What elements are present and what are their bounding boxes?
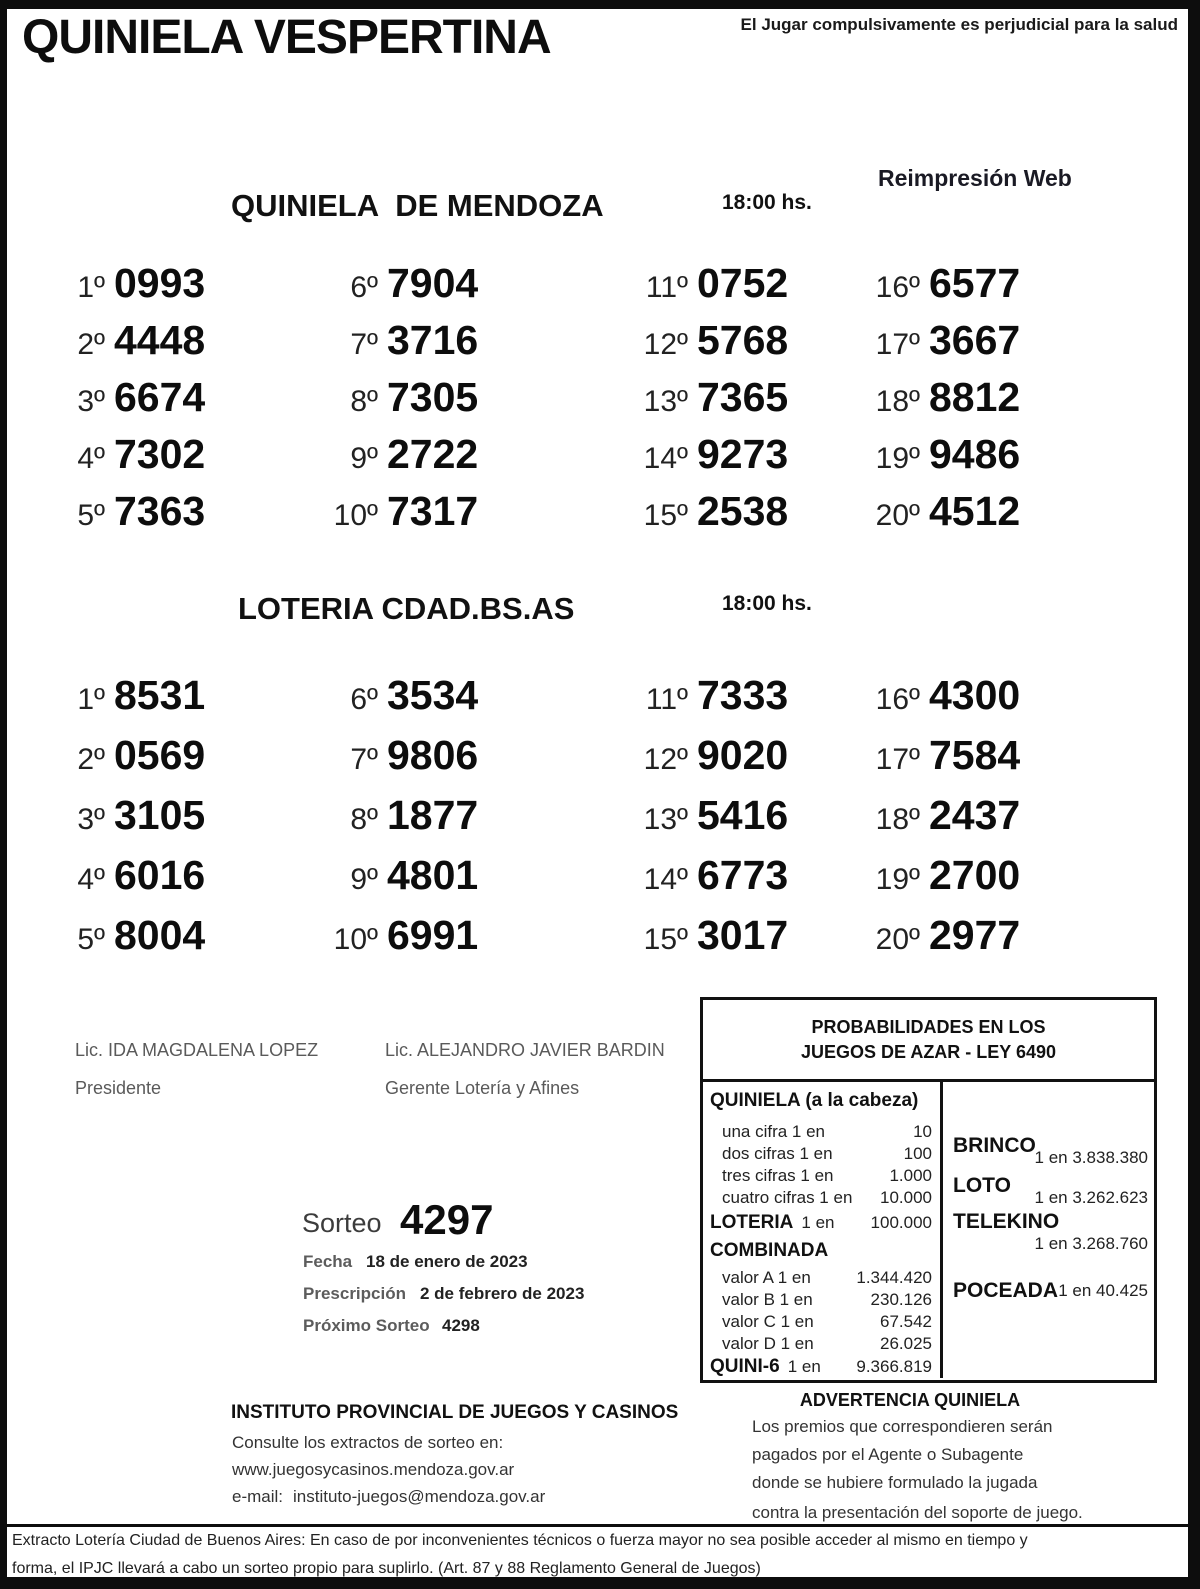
result-number: 2437 <box>929 792 1021 838</box>
odds-label: valor A 1 en <box>722 1268 811 1287</box>
prescription-label: Prescripción <box>303 1284 406 1303</box>
odds-value: 9.366.819 <box>856 1357 932 1376</box>
result-number: 2977 <box>929 912 1021 958</box>
result-position: 13º <box>643 803 688 836</box>
result-number: 4801 <box>387 852 479 898</box>
game-name: POCEADA <box>953 1279 1059 1302</box>
loteria-results-grid <box>0 672 1200 972</box>
result-position: 9º <box>350 863 378 896</box>
signatory-name: Lic. ALEJANDRO JAVIER BARDIN <box>385 1040 665 1060</box>
result-number: 3667 <box>929 317 1021 363</box>
result-number: 8004 <box>114 912 206 958</box>
result-cell <box>23 488 205 535</box>
result-number: 7584 <box>929 732 1021 778</box>
odds-label: valor C 1 en <box>722 1312 814 1331</box>
game-odds: 1 en 40.425 <box>1058 1281 1148 1300</box>
email-label: e-mail: <box>232 1487 284 1506</box>
results-row <box>0 431 1200 488</box>
result-cell <box>296 431 478 478</box>
signatory-name: Lic. IDA MAGDALENA LOPEZ <box>75 1040 319 1060</box>
result-cell <box>606 732 788 779</box>
result-position: 6º <box>350 683 378 716</box>
result-position: 10º <box>333 923 378 956</box>
results-row <box>0 374 1200 431</box>
results-row <box>0 792 1200 852</box>
result-number: 2722 <box>387 431 479 477</box>
odds-value: 10.000 <box>880 1188 932 1207</box>
signatory-role: Gerente Lotería y Afines <box>385 1078 580 1098</box>
result-number: 4300 <box>929 672 1021 718</box>
odds-label: QUINI-6 <box>710 1356 780 1377</box>
result-number: 0752 <box>697 260 789 306</box>
quiniela-warning-line: Los premios que correspondieren serán <box>752 1417 1053 1436</box>
result-cell <box>838 732 1020 779</box>
result-position: 5º <box>77 923 105 956</box>
footer-note-line2: forma, el IPJC llevará a cabo un sorteo propio para suplirlo. (Art. 87 y 88 Reglamento General de Juegos) <box>12 1560 761 1577</box>
result-number: 7302 <box>114 431 206 477</box>
result-position: 1º <box>77 683 105 716</box>
quiniela-warning-line: pagados por el Agente o Subagente <box>752 1445 1024 1464</box>
game-odds: 1 en 3.268.760 <box>1034 1234 1148 1253</box>
result-position: 20º <box>875 923 920 956</box>
result-number: 7363 <box>114 488 206 534</box>
mendoza-section-title: QUINIELA DE MENDOZA <box>231 188 604 223</box>
odds-label: valor D 1 en <box>722 1334 814 1353</box>
result-position: 10º <box>333 499 378 532</box>
result-number: 7365 <box>697 374 789 420</box>
odds-row <box>710 1290 932 1310</box>
mendoza-draw-time: 18:00 hs. <box>722 191 812 214</box>
result-cell <box>23 374 205 421</box>
game-odds: 1 en 3.262.623 <box>1034 1188 1148 1207</box>
result-position: 1º <box>77 271 105 304</box>
page-border-bottom <box>0 1577 1200 1589</box>
result-number: 3716 <box>387 317 479 363</box>
game-name: TELEKINO <box>953 1210 1060 1233</box>
institute-consult-text: Consulte los extractos de sorteo en: <box>232 1433 504 1452</box>
institute-website: www.juegosycasinos.mendoza.gov.ar <box>232 1460 515 1479</box>
gambling-warning-text: El Jugar compulsivamente es perjudicial para la salud <box>740 15 1178 34</box>
signatory-role: Presidente <box>75 1078 162 1098</box>
odds-row <box>710 1312 932 1332</box>
result-cell <box>606 374 788 421</box>
result-cell <box>838 792 1020 839</box>
result-cell <box>296 488 478 535</box>
odds-value: 100 <box>903 1144 932 1163</box>
result-cell <box>838 317 1020 364</box>
result-number: 6016 <box>114 852 206 898</box>
result-cell <box>23 912 205 959</box>
odds-value: 67.542 <box>880 1312 932 1331</box>
result-position: 8º <box>350 385 378 418</box>
result-position: 17º <box>875 328 920 361</box>
next-draw-value: 4298 <box>442 1316 480 1335</box>
quiniela-warning-line: contra la presentación del soporte de juego. <box>752 1503 1083 1522</box>
result-position: 17º <box>875 743 920 776</box>
game-name: BRINCO <box>953 1134 1036 1157</box>
result-cell <box>296 317 478 364</box>
odds-row <box>710 1188 932 1208</box>
results-row <box>0 672 1200 732</box>
result-position: 11º <box>645 271 688 304</box>
result-cell <box>23 317 205 364</box>
probabilities-left-column <box>703 1082 943 1378</box>
footer-note-line1: Extracto Lotería Ciudad de Buenos Aires: En caso de por inconvenientes técnicos o fuerza mayor no sea posible acceder al mismo en tiempo y <box>12 1532 1028 1549</box>
odds-row <box>710 1334 932 1354</box>
result-number: 6773 <box>697 852 789 898</box>
game-name: LOTO <box>953 1174 1011 1197</box>
odds-value: 1.344.420 <box>856 1268 932 1287</box>
institute-email-row <box>232 1487 545 1507</box>
result-cell <box>838 374 1020 421</box>
result-cell <box>23 792 205 839</box>
probabilities-right-column <box>943 1082 1154 1378</box>
odds-label: tres cifras 1 en <box>722 1166 834 1185</box>
result-cell <box>838 260 1020 307</box>
result-cell <box>606 912 788 959</box>
odds-label: dos cifras 1 en <box>722 1144 833 1163</box>
institute-email: instituto-juegos@mendoza.gov.ar <box>293 1487 546 1506</box>
results-row <box>0 260 1200 317</box>
result-number: 9020 <box>697 732 789 778</box>
result-number: 9806 <box>387 732 479 778</box>
result-position: 6º <box>350 271 378 304</box>
result-position: 8º <box>350 803 378 836</box>
result-cell <box>606 317 788 364</box>
result-position: 19º <box>875 863 920 896</box>
result-number: 2700 <box>929 852 1021 898</box>
result-cell <box>23 852 205 899</box>
result-position: 16º <box>875 271 920 304</box>
results-row <box>0 852 1200 912</box>
probabilities-body <box>703 1082 1154 1378</box>
web-reprint-label: Reimpresión Web <box>878 165 1072 191</box>
result-position: 3º <box>77 385 105 418</box>
result-number: 4448 <box>114 317 206 363</box>
result-cell <box>838 488 1020 535</box>
probabilities-title-line1: PROBABILIDADES EN LOS <box>811 1016 1046 1037</box>
result-cell <box>838 431 1020 478</box>
result-number: 5768 <box>697 317 789 363</box>
results-row <box>0 488 1200 545</box>
odds-label: cuatro cifras 1 en <box>722 1188 853 1207</box>
result-cell <box>606 852 788 899</box>
odds-label: valor B 1 en <box>722 1290 813 1309</box>
result-number: 9486 <box>929 431 1021 477</box>
date-label: Fecha <box>303 1252 353 1271</box>
result-number: 1877 <box>387 792 479 838</box>
result-position: 2º <box>77 328 105 361</box>
prescription-value: 2 de febrero de 2023 <box>420 1284 585 1303</box>
result-number: 8531 <box>114 672 206 718</box>
result-cell <box>296 672 478 719</box>
page-title: QUINIELA VESPERTINA <box>22 11 551 64</box>
result-number: 7904 <box>387 260 479 306</box>
result-number: 0993 <box>114 260 206 306</box>
result-cell <box>296 374 478 421</box>
combinada-odds-header: COMBINADA <box>710 1240 829 1261</box>
result-number: 4512 <box>929 488 1021 534</box>
result-number: 6991 <box>387 912 479 958</box>
result-cell <box>606 792 788 839</box>
quiniela-warning-title: ADVERTENCIA QUINIELA <box>799 1390 1021 1410</box>
odds-row <box>710 1144 932 1164</box>
results-row <box>0 912 1200 972</box>
odds-value: 26.025 <box>880 1334 932 1353</box>
result-position: 19º <box>875 442 920 475</box>
result-position: 3º <box>77 803 105 836</box>
probabilities-title-line2: JUEGOS DE AZAR - LEY 6490 <box>800 1041 1057 1062</box>
probabilities-box <box>700 997 1157 1383</box>
result-position: 18º <box>875 803 920 836</box>
result-number: 9273 <box>697 431 789 477</box>
draw-number: 4297 <box>400 1196 494 1243</box>
results-row <box>0 732 1200 792</box>
result-cell <box>606 672 788 719</box>
odds-row <box>710 1166 932 1186</box>
result-number: 5416 <box>697 792 789 838</box>
odds-value: 1.000 <box>889 1166 932 1185</box>
result-position: 11º <box>645 683 688 716</box>
result-number: 6674 <box>114 374 206 420</box>
result-position: 12º <box>643 328 688 361</box>
result-cell <box>606 488 788 535</box>
result-position: 9º <box>350 442 378 475</box>
results-row <box>0 317 1200 374</box>
result-cell <box>838 912 1020 959</box>
draw-label: Sorteo <box>302 1208 382 1238</box>
result-number: 2538 <box>697 488 789 534</box>
result-position: 5º <box>77 499 105 532</box>
result-position: 2º <box>77 743 105 776</box>
result-position: 13º <box>643 385 688 418</box>
result-cell <box>296 260 478 307</box>
result-cell <box>23 732 205 779</box>
result-number: 7317 <box>387 488 479 534</box>
result-position: 16º <box>875 683 920 716</box>
result-position: 15º <box>643 499 688 532</box>
result-position: 4º <box>77 863 105 896</box>
next-draw-label: Próximo Sorteo <box>303 1316 430 1335</box>
result-position: 12º <box>643 743 688 776</box>
quiniela-warning-line: donde se hubiere formulado la jugada <box>752 1473 1038 1492</box>
quiniela-odds-header: QUINIELA (a la cabeza) <box>710 1090 919 1111</box>
result-position: 4º <box>77 442 105 475</box>
odds-value: 100.000 <box>870 1213 932 1232</box>
result-cell <box>296 912 478 959</box>
result-cell <box>606 260 788 307</box>
result-number: 6577 <box>929 260 1021 306</box>
odds-label: una cifra 1 en <box>722 1122 826 1141</box>
result-number: 3017 <box>697 912 789 958</box>
result-number: 3534 <box>387 672 479 718</box>
result-position: 7º <box>350 328 378 361</box>
loteria-odds-row <box>710 1212 932 1234</box>
result-cell <box>296 792 478 839</box>
result-number: 3105 <box>114 792 206 838</box>
result-number: 7333 <box>697 672 789 718</box>
result-number: 8812 <box>929 374 1021 420</box>
quini6-odds-row <box>710 1356 932 1378</box>
page-border-top <box>0 0 1200 9</box>
odds-connector: 1 en <box>801 1213 835 1232</box>
institute-name: INSTITUTO PROVINCIAL DE JUEGOS Y CASINOS <box>231 1402 679 1423</box>
loteria-section-title: LOTERIA CDAD.BS.AS <box>238 591 575 626</box>
probabilities-title <box>703 1000 1154 1082</box>
result-number: 0569 <box>114 732 206 778</box>
odds-value: 230.126 <box>870 1290 932 1309</box>
result-position: 14º <box>643 863 688 896</box>
result-position: 15º <box>643 923 688 956</box>
result-cell <box>838 852 1020 899</box>
footer-divider <box>0 1524 1200 1527</box>
result-cell <box>296 732 478 779</box>
result-cell <box>606 431 788 478</box>
loteria-draw-time: 18:00 hs. <box>722 592 812 615</box>
odds-row <box>710 1122 932 1142</box>
result-position: 20º <box>875 499 920 532</box>
result-cell <box>296 852 478 899</box>
odds-connector: 1 en <box>787 1357 821 1376</box>
result-position: 18º <box>875 385 920 418</box>
result-cell <box>23 672 205 719</box>
date-value: 18 de enero de 2023 <box>366 1252 528 1271</box>
odds-label: LOTERIA <box>710 1212 794 1233</box>
result-position: 7º <box>350 743 378 776</box>
result-position: 14º <box>643 442 688 475</box>
odds-row <box>710 1268 932 1288</box>
game-odds: 1 en 3.838.380 <box>1034 1148 1148 1167</box>
result-cell <box>23 431 205 478</box>
result-cell <box>838 672 1020 719</box>
odds-value: 10 <box>913 1122 932 1141</box>
result-number: 7305 <box>387 374 479 420</box>
result-cell <box>23 260 205 307</box>
mendoza-results-grid <box>0 260 1200 545</box>
